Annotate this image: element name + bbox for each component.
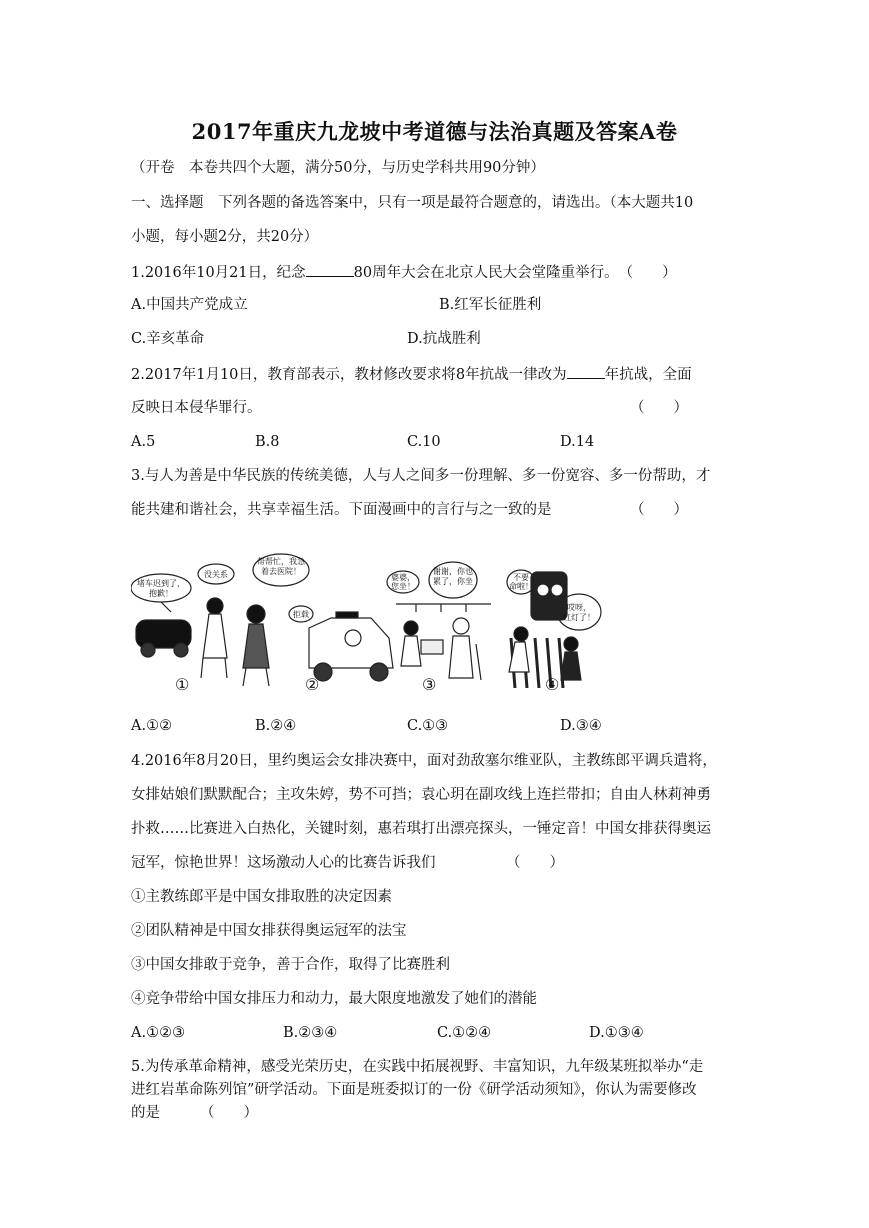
q2-option-a: A.5 bbox=[131, 434, 156, 450]
bubble-text-3b: 着去医院！ bbox=[261, 567, 301, 576]
answer-blank bbox=[567, 364, 605, 379]
answer-blank bbox=[306, 262, 354, 277]
comic-label-1: ① bbox=[175, 675, 190, 694]
q3-option-c: C.①③ bbox=[407, 718, 449, 734]
q1-option-c: C.辛亥革命 bbox=[131, 331, 205, 347]
q2-option-b: B.8 bbox=[255, 434, 280, 450]
q2-option-d: D.14 bbox=[560, 434, 595, 450]
q1-option-b: B.红军长征胜利 bbox=[439, 297, 542, 313]
q2-paren: （ ） bbox=[630, 400, 688, 416]
q1-option-d: D.抗战胜利 bbox=[407, 331, 481, 347]
bubble-text-8b: 红灯了！ bbox=[563, 613, 595, 622]
q3-option-b: B.②④ bbox=[255, 718, 297, 734]
q4-stem-line3: 扑救……比赛进入白热化，关键时刻，惠若琪打出漂亮探头，一锤定音！中国女排获得奥运 bbox=[131, 821, 711, 837]
q4-option-c: C.①②④ bbox=[437, 1025, 492, 1041]
q1-stem: 1.2016年10月21日，纪念 80周年大会在北京人民大会堂隆重举行。 （ ） bbox=[131, 262, 677, 283]
bubble-text-3: 帮帮忙，我急 bbox=[257, 557, 305, 566]
section-heading-line1: 一、选择题 下列各题的备选答案中，只有一项是最符合题意的，请选出。（本大题共10 bbox=[131, 195, 694, 211]
bubble-text-4: 拒载 bbox=[293, 610, 309, 619]
q1-option-a: A.中国共产党成立 bbox=[131, 297, 248, 313]
page-title: 2017年重庆九龙坡中考道德与法治真题及答案A卷 bbox=[191, 119, 678, 144]
comic-label-3: ③ bbox=[422, 675, 437, 694]
q4-stem-line4: 冠军，惊艳世界！这场激动人心的比赛告诉我们 bbox=[131, 855, 436, 871]
q5-stem-line2: 进红岩革命陈列馆”研学活动。下面是班委拟订的一份《研学活动须知》，你认为需要修改 bbox=[131, 1082, 697, 1098]
bubble-text-6: 谢谢，你也 bbox=[433, 567, 473, 576]
q4-option-d: D.①③④ bbox=[589, 1025, 644, 1041]
q2-stem-line2: 反映日本侵华罪行。 bbox=[131, 400, 262, 416]
bubble-text-6b: 累了，你坐 bbox=[433, 577, 473, 586]
q3-stem-line1: 3.与人为善是中华民族的传统美德，人与人之间多一份理解、多一份宽容、多一份帮助，才 bbox=[131, 468, 711, 484]
bubble-text-5: 婆婆， bbox=[391, 573, 415, 582]
comic-label-2: ② bbox=[305, 675, 320, 694]
subtitle: （开卷 本卷共四个大题，满分50分，与历史学科共用90分钟） bbox=[131, 160, 545, 176]
q4-statement-1: ①主教练郎平是中国女排取胜的决定因素 bbox=[131, 889, 392, 905]
comic-label-4: ④ bbox=[545, 675, 560, 694]
q4-option-b: B.②③④ bbox=[283, 1025, 338, 1041]
q5-stem-line3: 的是 （ ） bbox=[131, 1105, 258, 1121]
q4-paren: （ ） bbox=[506, 855, 564, 871]
bubble-text-7b: 命啦！ bbox=[509, 582, 533, 591]
q4-statement-2: ②团队精神是中国女排获得奥运冠军的法宝 bbox=[131, 923, 407, 939]
q3-paren: （ ） bbox=[630, 502, 688, 518]
comic-illustration bbox=[131, 548, 611, 708]
q2-option-c: C.10 bbox=[407, 434, 441, 450]
bubble-text-5b: 您坐！ bbox=[391, 582, 415, 591]
bubble-text-7: 不要 bbox=[513, 573, 529, 582]
q3-option-a: A.①② bbox=[131, 718, 173, 734]
q3-option-d: D.③④ bbox=[560, 718, 602, 734]
q4-statement-3: ③中国女排敢于竞争，善于合作，取得了比赛胜利 bbox=[131, 957, 450, 973]
q4-stem-line1: 4.2016年8月20日，里约奥运会女排决赛中，面对劲敌塞尔维亚队，主教练郎平调兵遣将， bbox=[131, 753, 717, 769]
section-heading-line2: 小题，每小题2分，共20分） bbox=[131, 229, 319, 245]
q2-stem-line1: 2.2017年1月10日，教育部表示，教材修改要求将8年抗战一律改为 年抗战，全面 bbox=[131, 364, 692, 385]
bubble-text-1: 堵车迟到了， bbox=[137, 579, 185, 588]
q4-statement-4: ④竞争带给中国女排压力和动力，最大限度地激发了她们的潜能 bbox=[131, 991, 537, 1007]
q4-stem-line2: 女排姑娘们默默配合；主攻朱婷，势不可挡；袁心玥在副攻线上连拦带扣；自由人林莉神勇 bbox=[131, 787, 711, 803]
q5-stem-line1: 5.为传承革命精神，感受光荣历史，在实践中拓展视野、丰富知识，九年级某班拟举办“走 bbox=[131, 1059, 704, 1075]
q4-option-a: A.①②③ bbox=[131, 1025, 186, 1041]
bubble-text-1b: 抱歉！ bbox=[149, 589, 173, 598]
q3-stem-line2: 能共建和谐社会，共享幸福生活。下面漫画中的言行与之一致的是 bbox=[131, 502, 552, 518]
bubble-text-2: 没关系 bbox=[204, 570, 228, 579]
bubble-text-8: 哎呀， bbox=[567, 603, 591, 612]
